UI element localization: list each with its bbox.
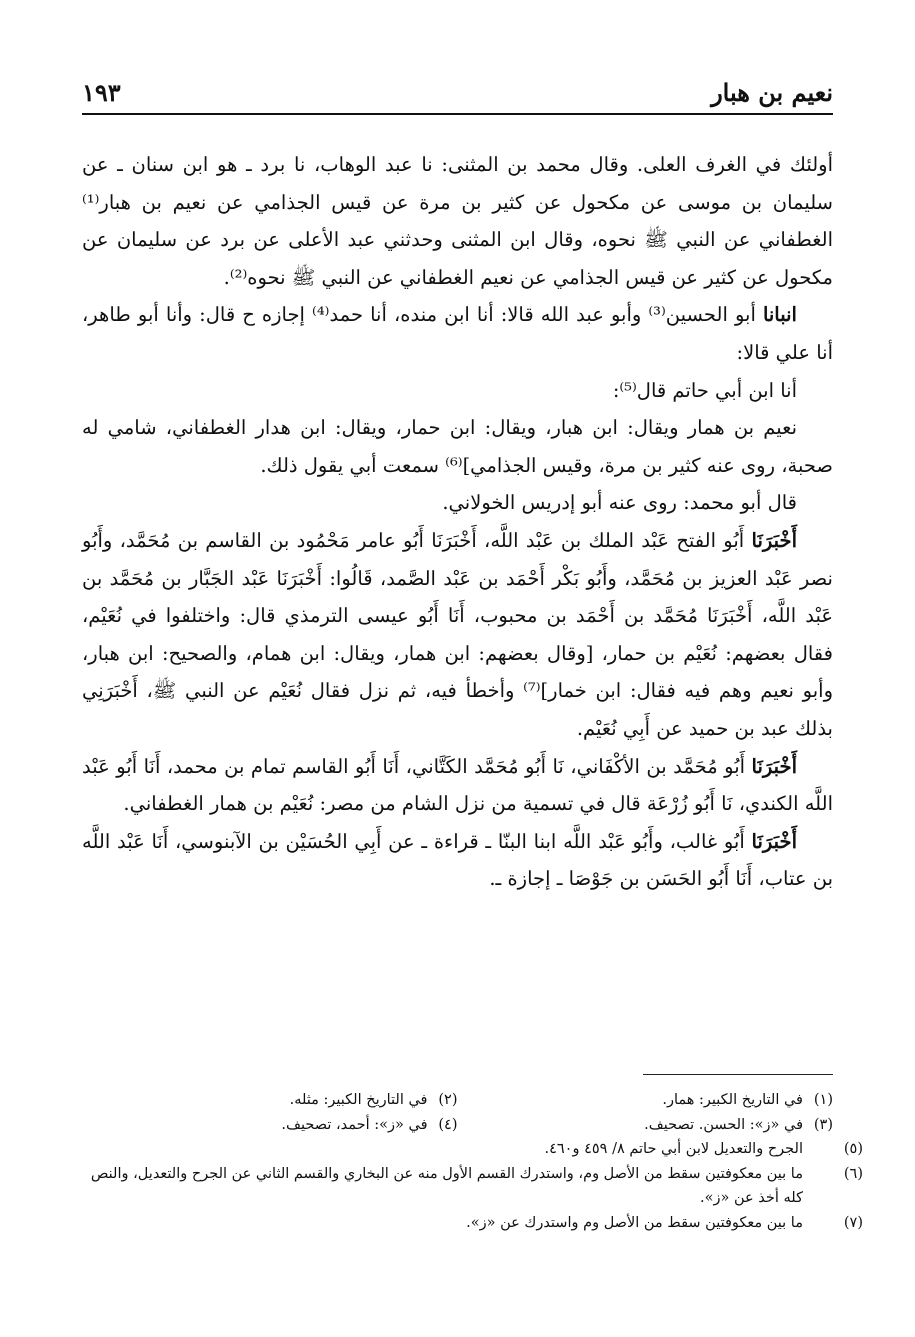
footnote-text: ما بين معكوفتين سقط من الأصل وم، واستدرك القسم الأول منه عن البخاري والقسم الثاني عن الجرح والتعديل، والنص كله أخذ عن «ز».: [90, 1165, 803, 1206]
paragraph-6-lead: أَخْبَرَنَا: [751, 528, 797, 552]
footnote-rule: [643, 1074, 833, 1075]
main-text: [82, 146, 833, 898]
paragraph-7: [82, 748, 833, 823]
footnote-row: [82, 1113, 833, 1138]
footnote-text: في التاريخ الكبير: مثله.: [289, 1092, 428, 1108]
footnote-text: في التاريخ الكبير: همار.: [662, 1092, 803, 1108]
footnote-6: [82, 1162, 863, 1211]
paragraph-4: نعيم بن همار ويقال: ابن هبار، ويقال: ابن حمار، ويقال: ابن هدار الغطفاني، شامي له صحبة، روى عنه كثير بن مرة، وقيس الجذامي]⁽⁶⁾ سمعت أبي يقول ذلك.: [82, 416, 833, 477]
paragraph-8-lead: أَخْبَرَنَا: [751, 829, 797, 853]
paragraph-6-text: أَبُو الفتح عَبْد الملك بن عَبْد اللَّه، أَخْبَرَنَا أَبُو عامر مَحْمُود بن القاسم بن مُحَمَّد، وأَبُو نصر عَبْد العزيز بن مُحَمَّد، وأَبُو بَكْر أَحْمَد بن عَبْد الصَّمد، قَالُوا: أَخْبَرَنَا عَبْد الجَبَّار بن مُحَمَّد بن عَبْد اللَّه، أَخْبَرَنَا مُحَمَّد بن أَحْمَد بن محبوب، أَنَا أَبُو عيسى الترمذي قال: واختلفوا في نُعَيْم، فقال بعضهم: نُعَيْم بن حمار، [وقال بعضهم: ابن همار، ويقال: ابن همام، والصحيح: ابن هبار، وأبو نعيم وهم فيه فقال: ابن خمار]⁽⁷⁾ وأخطأ فيه، ثم نزل فقال نُعَيْم عن النبي ﷺ، أَخْبَرَنِي بذلك عبد بن حميد عن أَبِي نُعَيْم.: [82, 528, 834, 740]
footnote-2: [82, 1088, 458, 1113]
paragraph-3: أنا ابن أبي حاتم قال⁽⁵⁾:: [612, 378, 797, 402]
page-number: ١٩٣: [82, 78, 121, 107]
footnote-row: [82, 1088, 833, 1113]
running-title: نعيم بن هبار: [711, 78, 833, 107]
footnote-number: (٣): [813, 1116, 833, 1133]
footnote-3: [458, 1113, 834, 1138]
paragraph-1: أولئك في الغرف العلى. وقال محمد بن المثنى: نا عبد الوهاب، نا برد ـ هو ابن سنان ـ عن سليمان بن موسى عن مكحول عن كثير بن مرة عن قيس الجذامي عن نعيم بن هبار⁽¹⁾ الغطفاني عن النبي ﷺ نحوه، وقال ابن المثنى وحدثني عبد الأعلى عن برد عن سليمان عن مكحول عن كثير عن قيس الجذامي عن نعيم الغطفاني عن النبي ﷺ نحوه⁽²⁾.: [82, 153, 833, 289]
footnote-4: [82, 1113, 458, 1138]
paragraph-8-text: أَبُو غالب، وأَبُو عَبْد اللَّه ابنا البنّا ـ قراءة ـ عن أَبِي الحُسَيْن بن الآبنوسي، أَنَا عَبْد اللَّه بن عتاب، أَنَا أَبُو الحَسَن بن جَوْصَا ـ إجازة ـ.: [82, 829, 833, 891]
paragraph-6: [82, 522, 833, 748]
footnote-7: [82, 1211, 863, 1236]
footnote-number: (٢): [438, 1092, 458, 1108]
footnote-number: (٧): [843, 1214, 863, 1231]
paragraph-7-text: أَبُو مُحَمَّد بن الأكْفَاني، نَا أَبُو مُحَمَّد الكَتَّاني، أَنَا أَبُو القاسم تمام بن محمد، أَنَا أَبُو عَبْد اللَّه الكندي، نَا أَبُو زُرْعَة قال في تسمية من نزل الشام من مصر: نُعَيْم بن همار الغطفاني.: [82, 754, 833, 816]
paragraph-7-lead: أَخْبَرَنَا: [751, 754, 797, 778]
footnote-text: في «ز»: أحمد، تصحيف.: [281, 1116, 428, 1133]
footnote-text: الجرح والتعديل لابن أبي حاتم ٨/ ٤٥٩ و٤٦٠.: [544, 1141, 803, 1157]
paragraph-2-text: أبو الحسين⁽³⁾ وأبو عبد الله قالا: أنا ابن منده، أنا حمد⁽⁴⁾ إجازه ح قال: وأنا أبو طاهر، أنا علي قالا:: [82, 303, 833, 364]
footnote-number: (٥): [843, 1141, 863, 1157]
footnote-text: في «ز»: الحسن. تصحيف.: [644, 1116, 803, 1133]
footnote-number: (٦): [843, 1165, 863, 1182]
paragraph-5: قال أبو محمد: روى عنه أبو إدريس الخولاني.: [442, 491, 797, 515]
header-rule: [82, 113, 833, 115]
footnote-text: ما بين معكوفتين سقط من الأصل وم واستدرك عن «ز».: [466, 1214, 803, 1231]
footnote-5: [82, 1137, 863, 1162]
page-header: [82, 68, 833, 108]
footnote-number: (٤): [438, 1116, 458, 1133]
paragraph-2-lead: انبانا: [762, 303, 797, 327]
footnotes: [82, 1088, 863, 1235]
paragraph-2: [82, 296, 833, 371]
paragraph-8: [82, 823, 833, 898]
footnote-1: [458, 1088, 834, 1113]
footnote-number: (١): [813, 1092, 833, 1108]
